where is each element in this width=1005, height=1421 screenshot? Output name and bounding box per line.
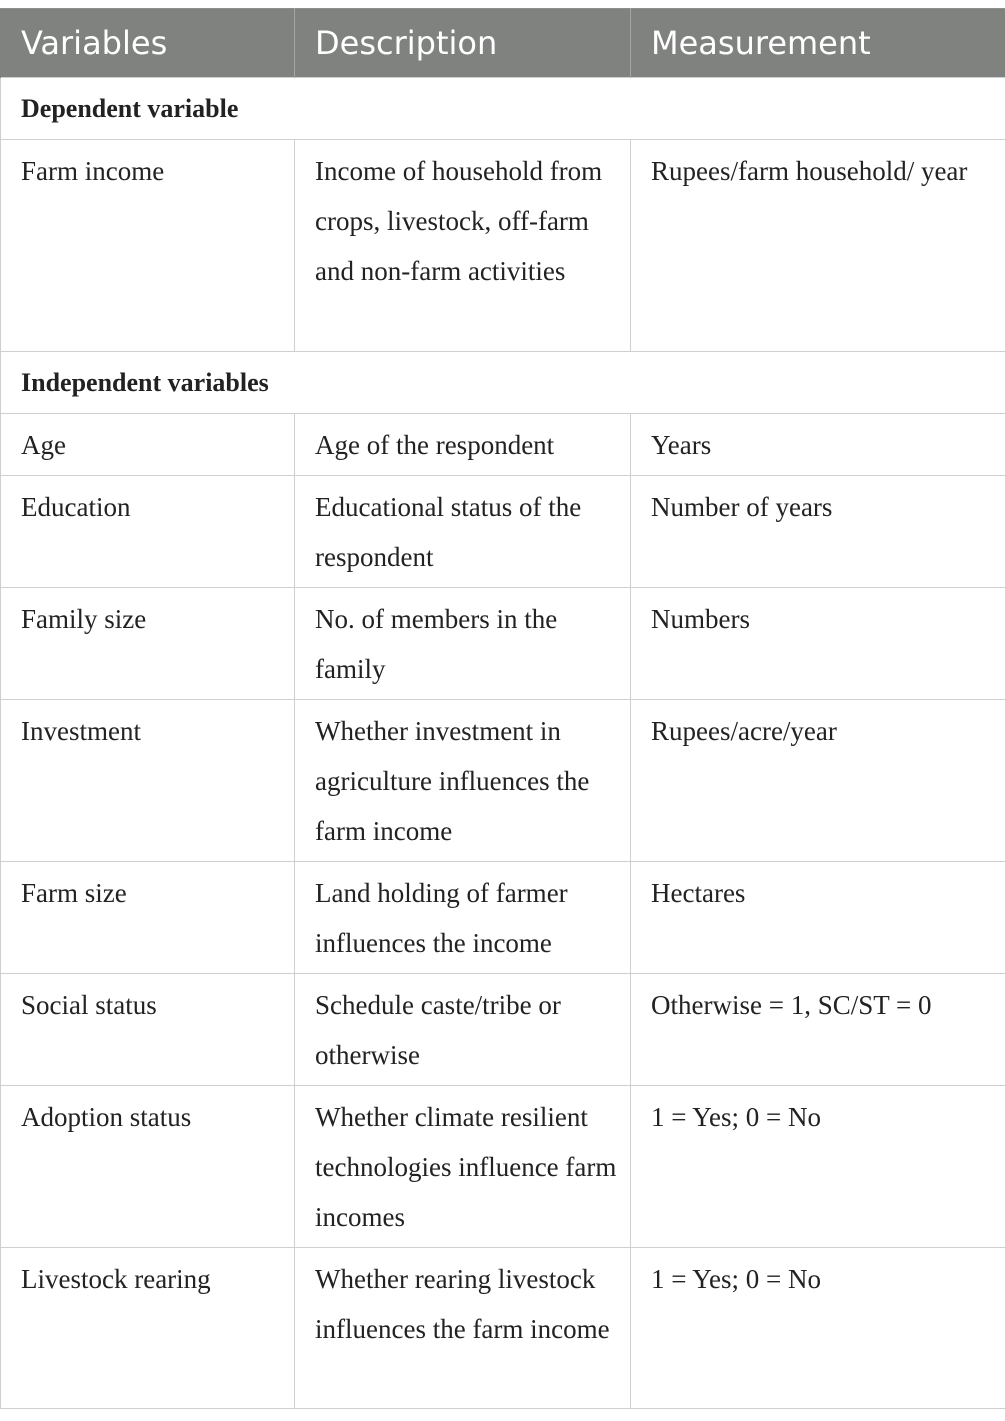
header-row xyxy=(1,9,1005,78)
table-row xyxy=(1,476,1005,588)
section-row-dependent xyxy=(1,78,1005,140)
description-cell: Whether investment in agriculture influences the farm income xyxy=(295,700,631,862)
table-row xyxy=(1,140,1005,352)
variable-cell: Farm income xyxy=(1,140,295,352)
variables-table-container xyxy=(0,8,1005,1409)
description-cell: Schedule caste/tribe or otherwise xyxy=(295,974,631,1086)
variables-table xyxy=(0,8,1005,1409)
measurement-cell: Rupees/farm household/ year xyxy=(631,140,1005,352)
variable-cell: Social status xyxy=(1,974,295,1086)
table-row xyxy=(1,700,1005,862)
table-row xyxy=(1,1248,1005,1409)
header-variables: Variables xyxy=(1,9,295,78)
table-row xyxy=(1,588,1005,700)
section-title: Dependent variable xyxy=(1,78,1005,140)
table-row xyxy=(1,974,1005,1086)
description-cell: Age of the respondent xyxy=(295,414,631,476)
table-row xyxy=(1,414,1005,476)
measurement-cell: Years xyxy=(631,414,1005,476)
measurement-cell: Rupees/acre/year xyxy=(631,700,1005,862)
measurement-cell: Number of years xyxy=(631,476,1005,588)
variable-cell: Farm size xyxy=(1,862,295,974)
header-description: Description xyxy=(295,9,631,78)
description-cell: Income of household from crops, livestock, off-farm and non-farm activities xyxy=(295,140,631,352)
table-row xyxy=(1,862,1005,974)
variable-cell: Education xyxy=(1,476,295,588)
table-row xyxy=(1,1086,1005,1248)
header-measurement: Measurement xyxy=(631,9,1005,78)
variable-cell: Livestock rearing xyxy=(1,1248,295,1409)
table-header xyxy=(1,9,1005,78)
variable-cell: Age xyxy=(1,414,295,476)
measurement-cell: 1 = Yes; 0 = No xyxy=(631,1248,1005,1409)
description-cell: Whether rearing livestock influences the farm income xyxy=(295,1248,631,1409)
measurement-cell: Numbers xyxy=(631,588,1005,700)
measurement-cell: Otherwise = 1, SC/ST = 0 xyxy=(631,974,1005,1086)
section-title: Independent variables xyxy=(1,352,1005,414)
description-cell: Land holding of farmer influences the income xyxy=(295,862,631,974)
description-cell: No. of members in the family xyxy=(295,588,631,700)
variable-cell: Family size xyxy=(1,588,295,700)
table-body xyxy=(1,78,1005,1409)
variable-cell: Investment xyxy=(1,700,295,862)
variable-cell: Adoption status xyxy=(1,1086,295,1248)
description-cell: Educational status of the respondent xyxy=(295,476,631,588)
description-cell: Whether climate resilient technologies influence farm incomes xyxy=(295,1086,631,1248)
section-row-independent xyxy=(1,352,1005,414)
measurement-cell: 1 = Yes; 0 = No xyxy=(631,1086,1005,1248)
measurement-cell: Hectares xyxy=(631,862,1005,974)
